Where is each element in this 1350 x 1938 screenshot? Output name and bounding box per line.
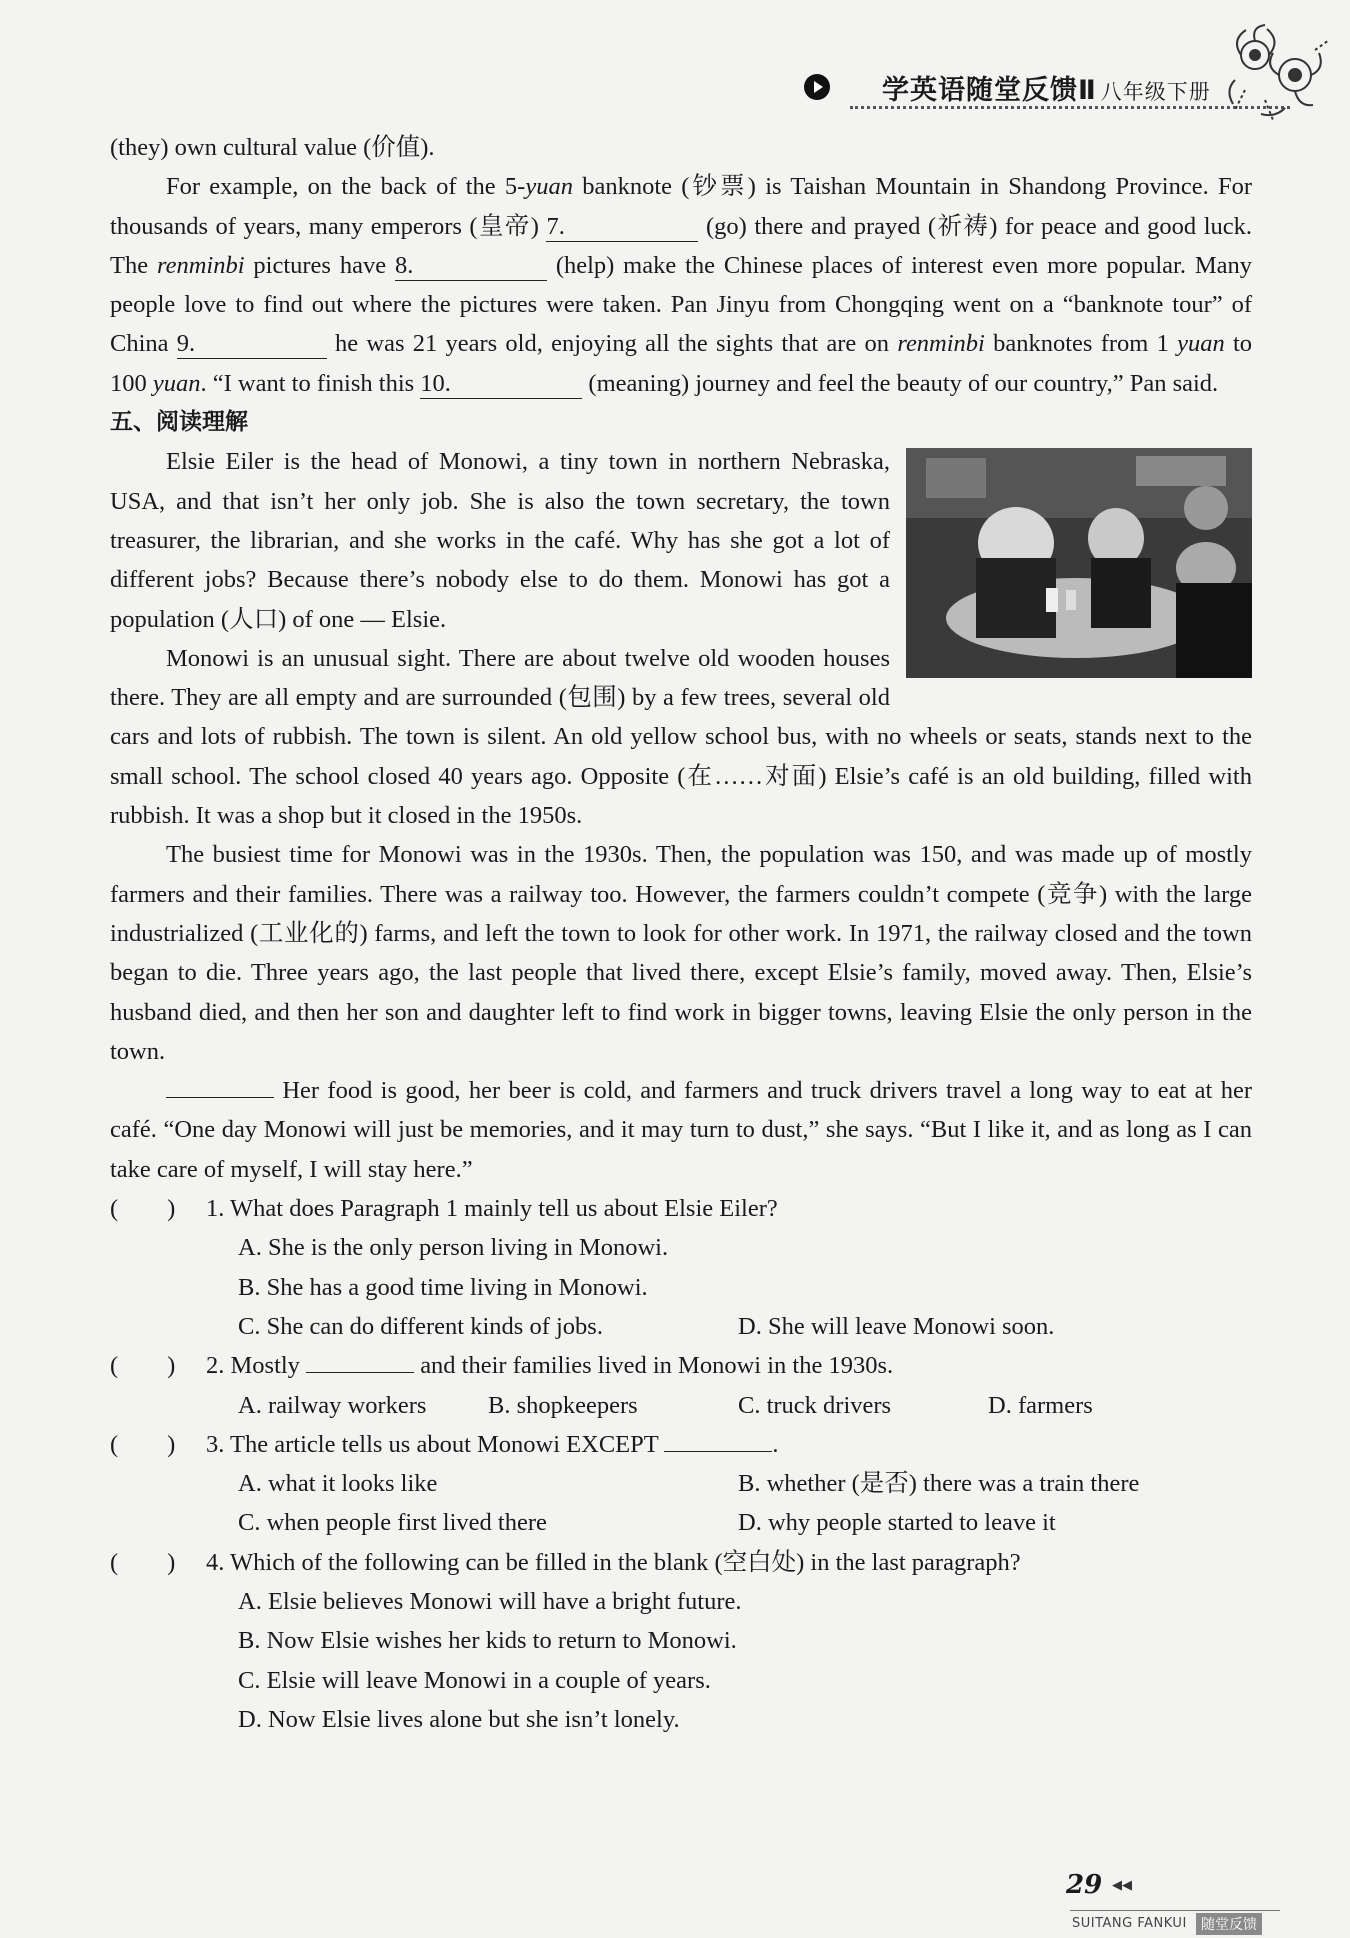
option-a: A. what it looks like [238, 1470, 438, 1498]
option-c: C. truck drivers [738, 1391, 892, 1419]
option-d: D. Now Elsie lives alone but she isn’t lonely. [238, 1705, 680, 1733]
blank-7[interactable]: 7. [546, 213, 698, 242]
question-blank[interactable] [306, 1372, 414, 1373]
page-content [110, 128, 1252, 1739]
option-row [110, 1464, 1252, 1503]
option-b: B. She has a good time living in Monowi. [238, 1273, 648, 1301]
option-row [110, 1307, 1252, 1346]
book-title: 学英语随堂反馈Ⅱ 八年级下册 [882, 75, 1211, 106]
play-circle-icon [804, 74, 830, 100]
footer-brand [1070, 1910, 1280, 1933]
blank-10[interactable]: 10. [420, 370, 582, 399]
grade-label: 八年级下册 [1100, 80, 1211, 104]
reading-paragraph-1: Elsie Eiler is the head of Monowi, a tiny town in northern Nebraska, USA, and that isn’t her only job. She is also the town secretary, the town treasurer, the librarian, and she works in the café. Why has she got a lot of different jobs? Because there’s nobody else to do them. Monowi has got a population (人口) of one — Elsie. [110, 448, 890, 633]
cafe-photo [906, 448, 1252, 678]
paragraph-blank[interactable] [166, 1097, 274, 1098]
question-1: ( ) 1. What does Paragraph 1 mainly tell us about Elsie Eiler? [110, 1189, 1252, 1228]
double-arrow-left-icon: ◀◀ [1112, 1878, 1132, 1893]
answer-paren[interactable]: ( ) [110, 1430, 176, 1458]
passage-line-0: (they) own cultural value (价值). [110, 134, 435, 161]
option-b: B. Now Elsie wishes her kids to return to Monowi. [238, 1627, 737, 1655]
question-blank[interactable] [664, 1451, 772, 1452]
option-b: B. shopkeepers [488, 1391, 638, 1419]
page-number: 29 [1066, 1870, 1103, 1900]
option-b: B. whether (是否) there was a train there [738, 1470, 1140, 1498]
floral-ornament-icon [1215, 20, 1335, 130]
question-3: ( ) 3. The article tells us about Monowi EXCEPT . [110, 1425, 1252, 1464]
option-row [110, 1386, 1252, 1425]
answer-paren[interactable]: ( ) [110, 1195, 176, 1223]
option-a: A. She is the only person living in Monowi. [238, 1234, 669, 1262]
blank-9[interactable]: 9. [177, 330, 327, 359]
option-a: A. Elsie believes Monowi will have a bright future. [238, 1587, 742, 1615]
option-d: D. why people started to leave it [738, 1509, 1056, 1537]
option-a: A. railway workers [238, 1391, 427, 1419]
reading-paragraph-2: Monowi is an unusual sight. There are about twelve old wooden houses there. They are all empty and are surrounded (包围) by a few trees, several old cars and lots of rubbish. The town is silent. An old yellow school bus, with no wheels or seats, stands next to the small school. The school closed 40 years ago. Opposite (在……对面) Elsie’s café is an old building, filled with rubbish. It was a shop but it closed in the 1950s. [110, 644, 1252, 830]
passage-paragraph: For example, on the back of the 5-yuan banknote (钞票) is Taishan Mountain in Shandong Province. For thousands of years, many emperors (皇帝) 7. (go) there and prayed (祈祷) for peace and good luck. The renminbi pictures have 8. (help) make the Chinese places of interest even more popular. Many people love to find out where the pictures were taken. Pan Jinyu from Chongqing went on a “banknote tour” of China 9. he was 21 years old, enjoying all the sights that are on renminbi banknotes from 1 yuan to 100 yuan. “I want to finish this 10. (meaning) journey and feel the beauty of our country,” Pan said. [110, 173, 1253, 397]
answer-paren[interactable]: ( ) [110, 1548, 176, 1576]
option-c: C. when people first lived there [238, 1509, 547, 1537]
option-row [110, 1503, 1252, 1542]
option-c: C. Elsie will leave Monowi in a couple of years. [238, 1666, 711, 1694]
option-d: D. She will leave Monowi soon. [738, 1312, 1055, 1340]
reading-paragraph-4: Her food is good, her beer is cold, and farmers and truck drivers travel a long way to eat at her café. “One day Monowi will just be memories, and it may turn to dust,” she says. “But I like it, and as long as I can take care of myself, I will stay here.” [110, 1077, 1252, 1183]
brand-chinese: 随堂反馈 [1196, 1913, 1262, 1935]
blank-8[interactable]: 8. [395, 252, 547, 281]
question-4: ( ) 4. Which of the following can be filled in the blank (空白处) in the last paragraph? [110, 1543, 1252, 1582]
reading-paragraph-3: The busiest time for Monowi was in the 1930s. Then, the population was 150, and was made up of mostly farmers and their families. There was a railway too. However, the farmers couldn’t compete (竞争) with the large industrialized (工业化的) farms, and left the town to look for other work. In 1971, the railway closed and the town began to die. Three years ago, the last people that lived there, except Elsie’s family, moved away. Then, Elsie’s husband died, and then her son and daughter left to find work in bigger towns, leaving Elsie the only person in the town. [110, 841, 1252, 1065]
option-d: D. farmers [988, 1391, 1093, 1419]
question-2: ( ) 2. Mostly and their families lived in Monowi in the 1930s. [110, 1346, 1252, 1385]
answer-paren[interactable]: ( ) [110, 1352, 176, 1380]
option-c: C. She can do different kinds of jobs. [238, 1312, 603, 1340]
brand-english: SUITANG FANKUI [1072, 1916, 1187, 1931]
section-title: 五、阅读理解 [110, 409, 248, 436]
